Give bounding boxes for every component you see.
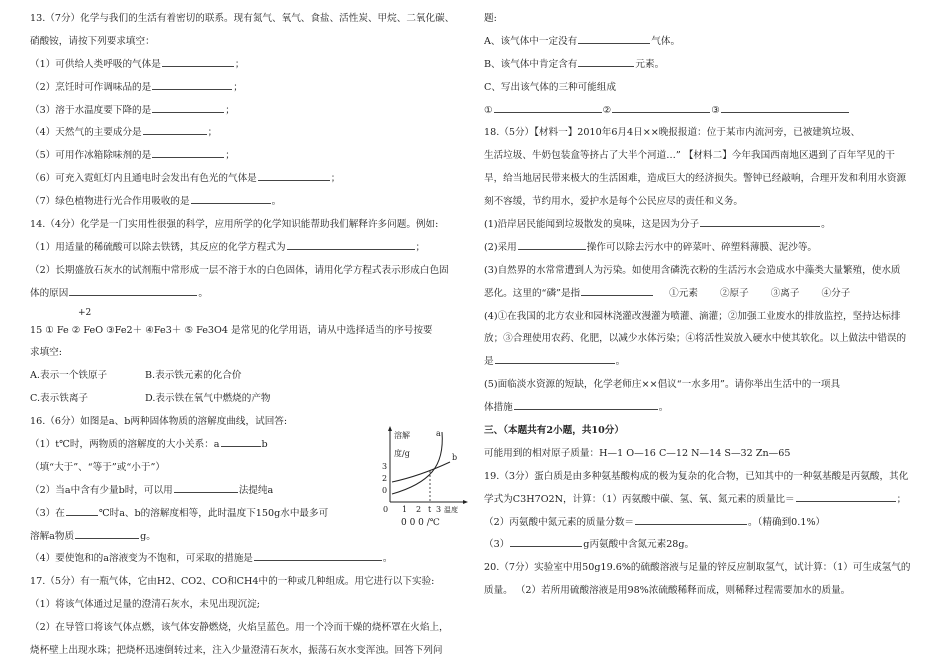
answer-blank[interactable] [612, 102, 710, 113]
answer-blank[interactable] [254, 550, 382, 561]
q13-item-5: （5）可用作冰箱除味剂的是 ； [30, 145, 460, 168]
q16-item-1: （1）t℃时，两物质的溶解度的大小关系：a b [30, 434, 370, 457]
q17-stem: 17.（5分）有一瓶气体，它由H2、CO2、CO和CH4中的一种或几种组成。用它进行以下实验: [30, 576, 435, 588]
q15-row-2: C.表示铁离子 D.表示铁在氧气中燃烧的产物 [30, 393, 271, 405]
answer-blank[interactable] [69, 285, 197, 296]
graph-bottom-labels: 0 0 0 /℃ [401, 518, 440, 528]
xtick: 2 [416, 505, 422, 514]
answer-blank[interactable] [66, 505, 98, 516]
q18-item-5: (5)面临淡水资源的短缺，化学老师庄××倡议“一水多用”。请你举出生活中的一项具 [484, 379, 841, 391]
q19-line-4: （3） g丙氨酸中含氮元素28g。 [484, 534, 929, 557]
q14-item-2: （2）长期盛放石灰水的试剂瓶中常形成一层不溶于水的白色固体，请用化学方程式表示形成白色固 [30, 264, 449, 276]
q17-a: A、该气体中一定没有 气体。 [484, 31, 929, 54]
answer-blank[interactable] [514, 399, 658, 410]
answer-blank[interactable] [581, 285, 653, 296]
q13-item-1: （1）可供给人类呼吸的气体是 ； [30, 54, 460, 77]
q17-item-2: （2）在导管口将该气体点燃，该气体安静燃烧，火焰呈蓝色。用一个冷而干燥的烧杯罩在火焰上， [30, 622, 449, 634]
ytick: 2 [382, 474, 388, 483]
xtick: 1 [402, 505, 408, 514]
answer-blank[interactable] [191, 193, 271, 204]
answer-blank[interactable] [578, 33, 650, 44]
answer-blank[interactable] [494, 102, 602, 113]
ytick: 3 [382, 462, 388, 471]
q18-line-2: 生活垃圾、牛奶包装盒等挤占了大半个河道…” 【材料二】今年我国西南地区遇到了百年罕见的干 [484, 150, 895, 162]
answer-blank[interactable] [635, 514, 747, 525]
q15-row-1: A.表示一个铁原子 B.表示铁元素的化合价 [30, 370, 242, 382]
graph-ylabel: 溶解 [394, 431, 410, 440]
q18-item-4: (4)①在我国的北方农业和园林浇灌改漫灌为喷灌、滴灌；②加强工业废水的排放监控，坚持达标排 [484, 310, 901, 322]
graph-origin: 0 [383, 505, 389, 514]
answer-blank[interactable] [152, 102, 224, 113]
q20-line-1: 20.（7分）实验室中用50g19.6%的硫酸溶液与足量的锌反应制取氢气，试计算：（1）可生成氢气的 [484, 562, 911, 574]
answer-blank[interactable] [700, 216, 820, 227]
q20-line-2: 质量。 （2）若所用硫酸溶液是用98%浓硫酸稀释而成，则稀释过程需要加水的质量。 [484, 585, 851, 597]
solubility-graph [380, 424, 480, 519]
atomic-masses: 可能用到的相对原子质量：H—1 O—16 C—12 N—14 S—32 Zn—65 [484, 447, 791, 459]
q18-line-4: 刻不容缓，节约用水，爱护水是每个公民应尽的责任和义务。 [484, 196, 744, 208]
q16-item-1b: （填“大于”、“等于”或“小于”） [30, 461, 165, 473]
q15-stem-2: 求填空: [30, 347, 63, 359]
left-column [30, 8, 460, 663]
q18-item-4c: 是 。 [484, 351, 929, 374]
answer-blank[interactable] [495, 353, 615, 364]
q13-item-2: （2）烹饪时可作调味品的是 ； [30, 77, 460, 100]
q13-stem: 13.（7分）化学与我们的生活有着密切的联系。现有氮气、氧气、食盐、活性炭、甲烷、二氧化碳、 [30, 13, 455, 24]
section-3-heading: 三、（本题共有2小题，共10分） [484, 425, 624, 437]
q17-c: C、写出该气体的三种可能组成 [484, 81, 617, 93]
valence-superscript: +2 [78, 307, 92, 318]
q14-item-1: （1）用适量的稀硫酸可以除去铁锈，其反应的化学方程式为 ； [30, 237, 460, 260]
q18-line-1: 18.（5分）【材料一】2010年6月4日××晚报报道：位于某市内流河旁，已被建筑垃圾、 [484, 127, 861, 139]
q18-line-3: 旱，给当地居民带来极大的生活困难，造成巨大的经济损失。警钟已经敲响，合理开发和利用水资源 [484, 173, 907, 185]
q15-stem: 15 ① Fe ② FeO ③Fe2＋ ④Fe3＋ ⑤ Fe3O4 是常见的化学用语，请从中选择适当的序号按要 [30, 324, 433, 336]
q17-b: B、该气体中肯定含有 元素。 [484, 54, 929, 77]
answer-blank[interactable] [152, 147, 224, 158]
q17-item-2b: 烧杯壁上出现水珠；把烧杯迅速倒转过来，注入少量澄清石灰水，振荡石灰水变浑浊。回答下列问 [30, 645, 443, 657]
q16-item-3b: 溶解a物质 g。 [30, 526, 370, 549]
answer-blank[interactable] [287, 239, 415, 250]
graph-ylabel-2: 度/g [394, 449, 410, 458]
q14-stem: 14.（4分）化学是一门实用性很强的科学，应用所学的化学知识能帮助我们解释许多问题。例如: [30, 219, 439, 231]
y-arrow [388, 426, 392, 431]
q14-item-2b: 体的原因 。 [30, 283, 460, 306]
xtick: t [428, 505, 432, 514]
q16-item-2: （2）当a中含有少量b时，可以用 法提纯a [30, 480, 370, 503]
ytick: 0 [382, 486, 388, 495]
curve-b [392, 462, 450, 482]
answer-blank[interactable] [174, 482, 238, 493]
q17-item-1: （1）将该气体通过足量的澄清石灰水，未见出现沉淀; [30, 599, 260, 611]
xtick: 3 [436, 505, 442, 514]
graph-xlabel: 温度 [444, 506, 458, 514]
answer-blank[interactable] [796, 491, 896, 502]
right-column [484, 8, 929, 603]
answer-blank[interactable] [578, 56, 634, 67]
q18-item-3b: 恶化。这里的“磷”是指 ①元素 ②原子 ③离子 ④分子 [484, 283, 929, 306]
q18-item-5b: 体措施 。 [484, 397, 929, 420]
q13-item-4: （4）天然气的主要成分是 ； [30, 122, 460, 145]
answer-blank[interactable] [162, 56, 234, 67]
q16-item-4: （4）要使饱和的a溶液变为不饱和，可采取的措施是 。 [30, 548, 460, 571]
q17-c-options: ① ② ③ [484, 100, 929, 123]
q18-item-2: (2)采用 操作可以除去污水中的碎菜叶、碎塑料薄膜、泥沙等。 [484, 237, 929, 260]
q18-item-4b: 放；③合理使用农药、化肥，以减少水体污染；④将活性炭放入硬水中使其软化。以上做法中错误的 [484, 333, 907, 345]
q19-line-2: 学式为C3H7O2N，计算：（1）丙氨酸中碳、氢、氧、氮元素的质量比＝ ； [484, 489, 929, 512]
answer-blank[interactable] [258, 170, 330, 181]
q19-line-3: （2）丙氨酸中氮元素的质量分数＝ 。（精确到0.1%） [484, 512, 929, 535]
q13-item-6: （6）可充入霓虹灯内且通电时会发出有色光的气体是 ； [30, 168, 460, 191]
q13-item-7: （7）绿色植物进行光合作用吸收的是 。 [30, 191, 460, 214]
q18-item-1: (1)沿岸居民能闻到垃圾散发的臭味，这是因为分子 。 [484, 214, 929, 237]
answer-blank[interactable] [721, 102, 849, 113]
answer-blank[interactable] [510, 536, 582, 547]
q17-cont: 题: [484, 13, 497, 24]
answer-blank[interactable] [221, 436, 261, 447]
answer-blank[interactable] [143, 124, 207, 135]
answer-blank[interactable] [518, 239, 586, 250]
curve-a [392, 432, 442, 494]
answer-blank[interactable] [75, 528, 139, 539]
q13-item-3: （3）溶于水温度要下降的是 ； [30, 100, 460, 123]
curve-a-label: a [436, 429, 441, 438]
answer-blank[interactable] [152, 79, 232, 90]
q19-line-1: 19.（3分）蛋白质是由多种氨基酸构成的极为复杂的化合物，已知其中的一种氨基酸是丙氨酸，其化 [484, 470, 909, 482]
q18-item-3: (3)自然界的水常常遭到人为污染。如使用含磷洗衣粉的生活污水会造成水中藻类大量繁殖，使水质 [484, 264, 901, 276]
x-arrow [463, 500, 468, 504]
q16-item-3: （3）在 ℃时a、b的溶解度相等，此时温度下150g水中最多可 [30, 503, 370, 526]
q16-stem: 16.（6分）如图是a、b两种固体物质的溶解度曲线，试回答: [30, 416, 288, 428]
q13-stem-2: 硝酸铵，请按下列要求填空： [30, 35, 155, 47]
curve-b-label: b [452, 453, 458, 462]
